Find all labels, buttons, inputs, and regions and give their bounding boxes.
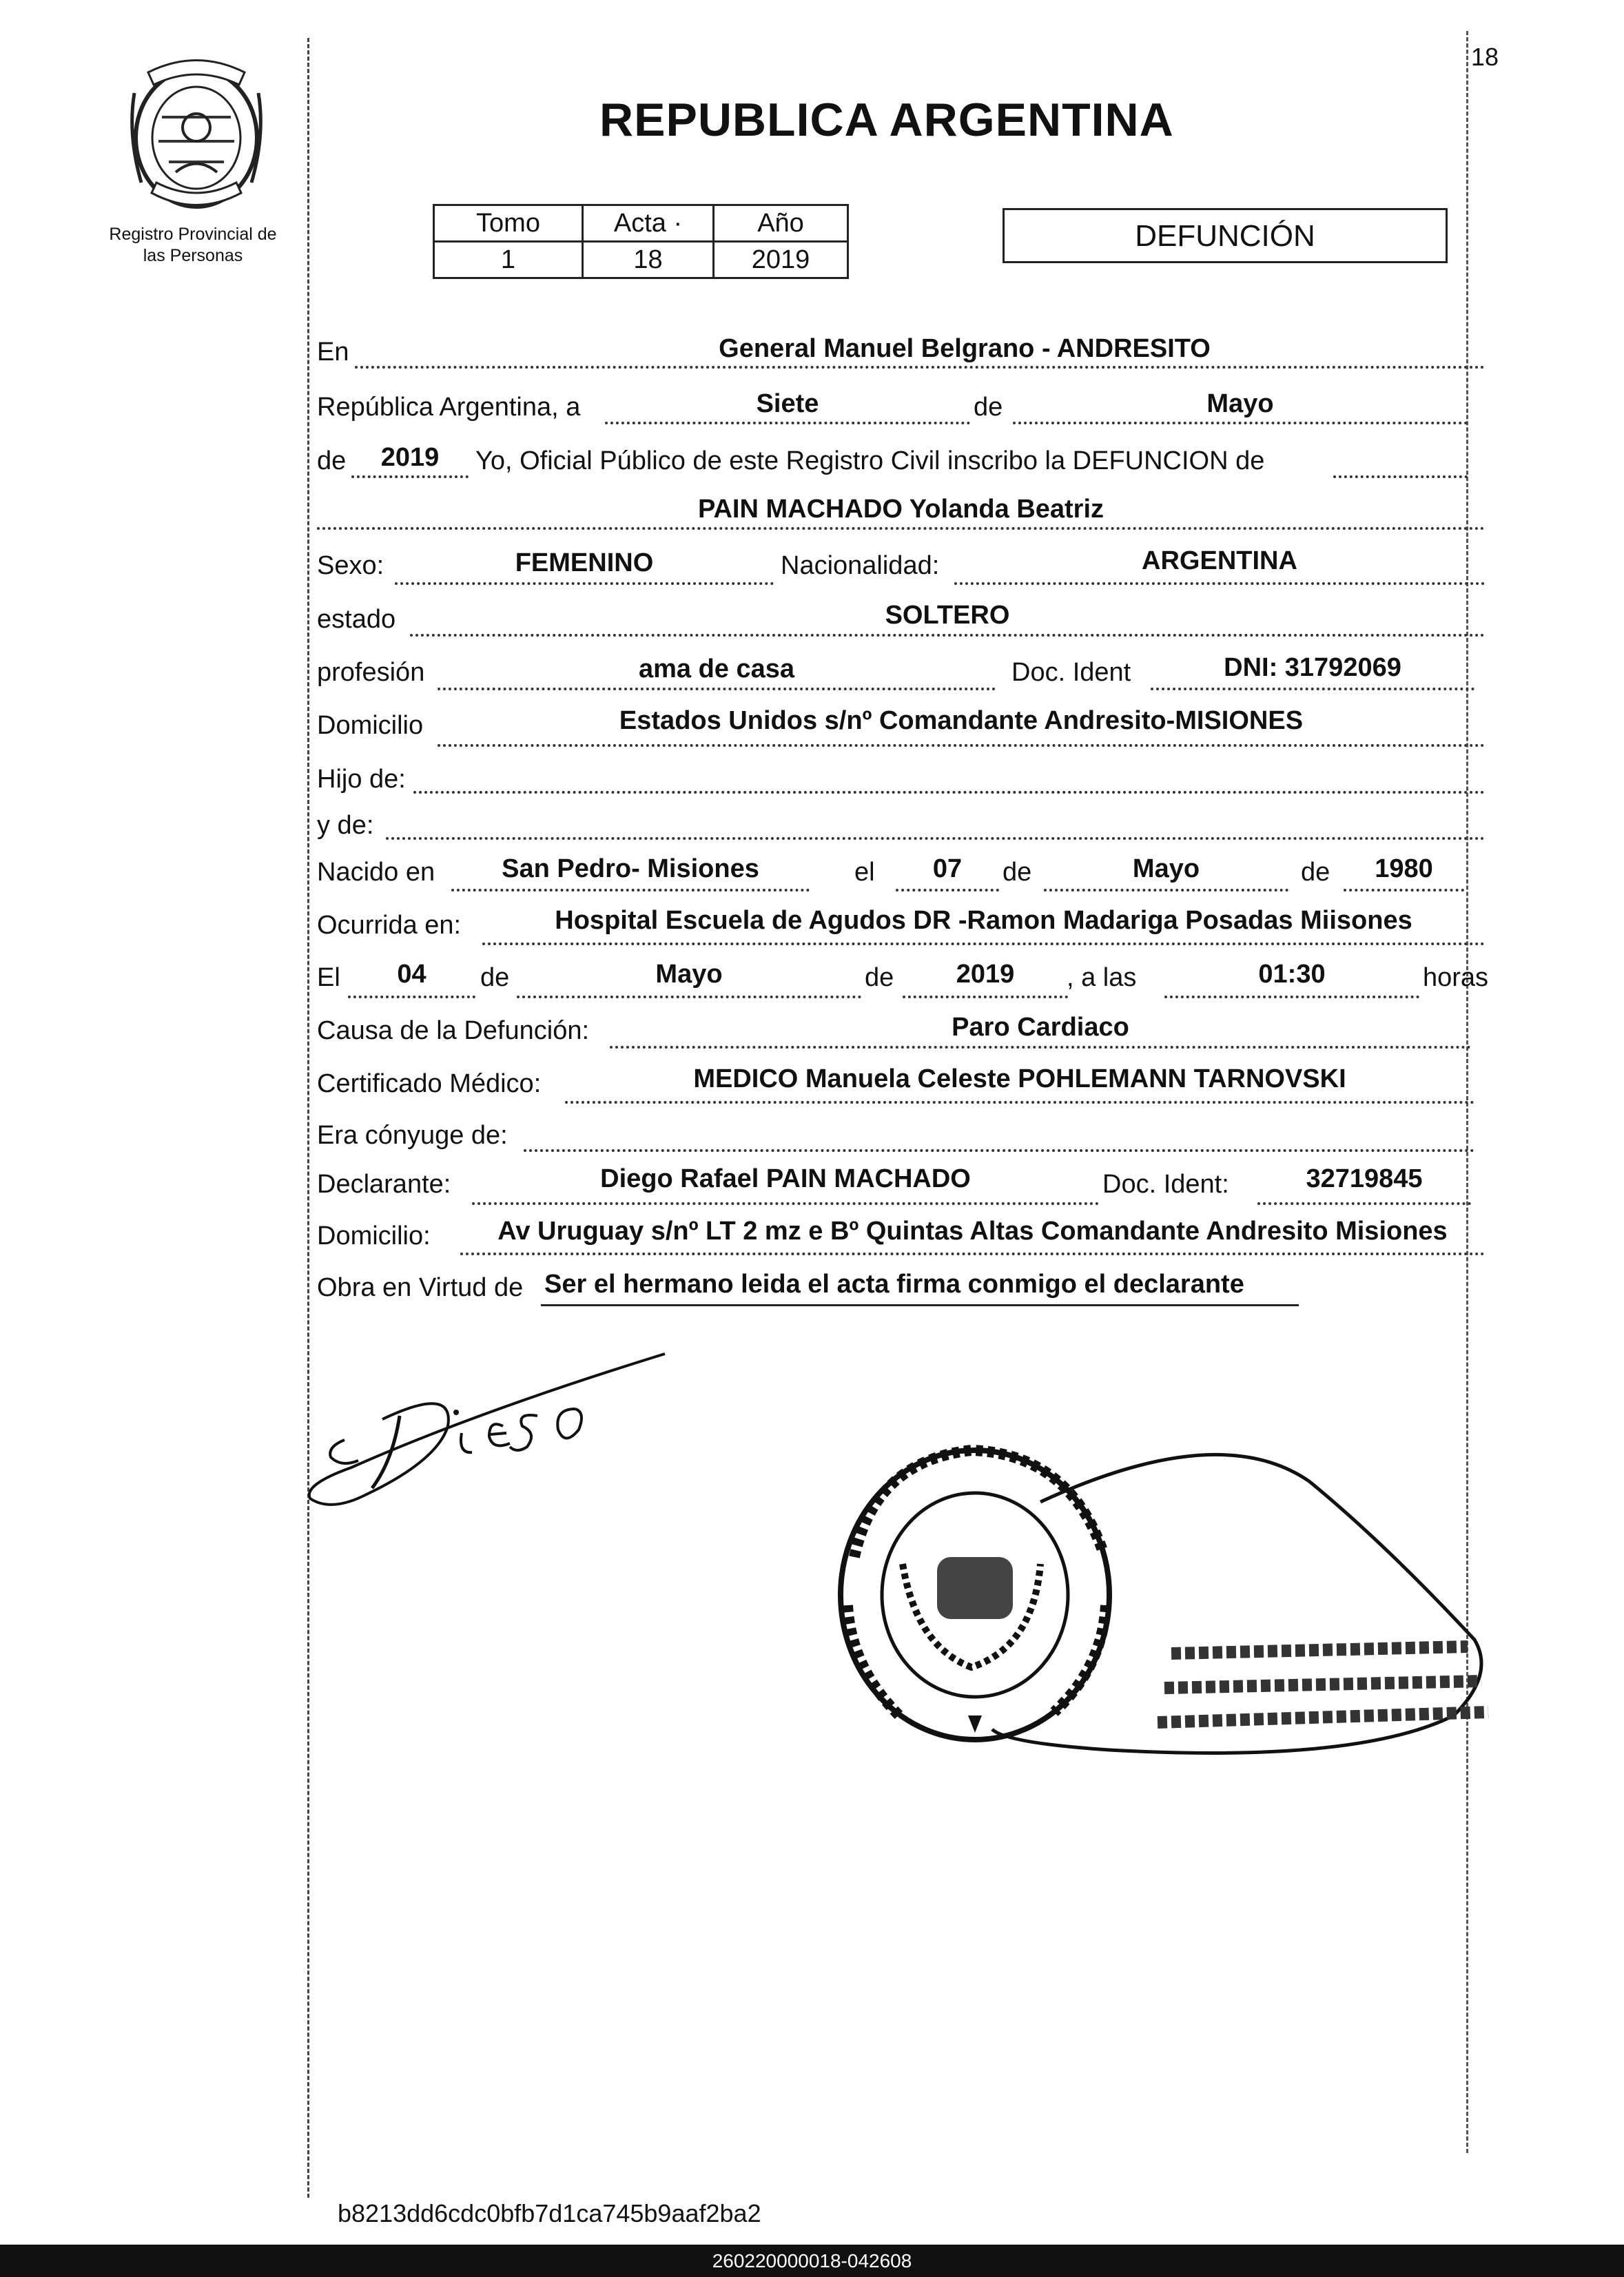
acta-value: 18 [583,242,714,278]
fecha-def-el: El [317,963,340,992]
nacido-year: 1980 [1375,854,1433,883]
fecha-def-de1: de [480,963,510,992]
certificado-label: Certificado Médico: [317,1069,542,1098]
fecha-def-year-line [903,996,1068,998]
fecha-day-line [605,422,970,424]
acta-header: Acta · [583,205,714,242]
ocurrida-label: Ocurrida en: [317,911,462,940]
nacido-de1: de [1003,858,1032,887]
inscription-text: Yo, Oficial Público de este Registro Civil inscribo la DEFUNCION de [475,446,1265,475]
fecha-day: Siete [756,389,819,418]
fecha-def-time: 01:30 [1258,960,1326,989]
anio-header: Año [714,205,848,242]
estado-value: SOLTERO [885,601,1010,630]
declarante-label: Declarante: [317,1170,451,1199]
estado-label: estado [317,605,396,634]
record-type-box: DEFUNCIÓN [1003,208,1448,263]
obra-underline [541,1304,1299,1306]
document-hash: b8213dd6cdc0bfb7d1ca745b9aaf2ba2 [338,2199,761,2227]
hijo-de-label: Hijo de: [317,765,406,794]
certificado-value: MEDICO Manuela Celeste POHLEMANN TARNOVSKI [693,1064,1346,1093]
obra-label: Obra en Virtud de [317,1273,524,1302]
obra-value: Ser el hermano leida el acta firma conmigo el declarante [544,1270,1244,1299]
causa-label: Causa de la Defunción: [317,1016,590,1045]
y-de-line [386,837,1485,840]
declarante-doc-value: 32719845 [1306,1164,1423,1193]
year-de: de [317,446,347,475]
nacionalidad-line [954,582,1485,585]
domicilio-line [438,744,1485,747]
ocurrida-line [482,942,1485,945]
declarant-signature [303,1343,689,1529]
domicilio2-line [460,1253,1485,1255]
sexo-line [395,582,774,585]
fecha-month-line [1013,422,1468,424]
nacido-month: Mayo [1132,854,1200,883]
fecha-def-de2: de [865,963,894,992]
fecha-def-year: 2019 [956,960,1015,989]
fecha-def-a-las: , a las [1067,963,1137,992]
document-title: REPUBLICA ARGENTINA [599,94,1174,146]
y-de-label: y de: [317,811,374,840]
tomo-header: Tomo [434,205,583,242]
causa-value: Paro Cardiaco [952,1013,1129,1042]
profesion-label: profesión [317,658,425,687]
nacido-year-line [1344,889,1464,892]
nacido-day: 07 [932,854,963,883]
profesion-line [438,688,996,690]
left-margin-line [307,38,311,2198]
nacido-place-line [451,889,810,892]
ocurrida-value: Hospital Escuela de Agudos DR -Ramon Madariga Posadas Miisones [555,906,1412,935]
nacido-el: el [854,858,875,887]
conyuge-label: Era cónyuge de: [317,1121,508,1150]
fecha-def-day-line [348,996,475,998]
name-line [317,527,1485,530]
fecha-def-horas: horas [1423,963,1489,992]
fecha-def-month: Mayo [655,960,723,989]
nacido-day-line [896,889,999,892]
causa-line [610,1046,1471,1049]
fecha-de: de [974,393,1003,422]
domicilio-value: Estados Unidos s/nº Comandante Andresito-MISIONES [619,706,1304,735]
nacido-label: Nacido en [317,858,435,887]
nacionalidad-label: Nacionalidad: [781,551,940,580]
hijo-de-line [413,791,1485,794]
misiones-crest-logo [121,52,272,217]
record-table [433,204,849,279]
page-number: 18 [1471,43,1499,71]
domicilio2-value: Av Uruguay s/nº LT 2 mz e Bº Quintas Altas Comandante Andresito Misiones [497,1217,1448,1246]
year-line [351,475,469,478]
en-value: General Manuel Belgrano - ANDRESITO [719,334,1211,363]
doc-label: Doc. Ident [1011,658,1131,687]
declarante-line [472,1202,1099,1205]
conyuge-line [524,1149,1474,1152]
inscription-tail-line [1333,475,1468,478]
fecha-label: República Argentina, a [317,393,581,422]
nacido-place: San Pedro- Misiones [502,854,759,883]
footer-code-bar: 260220000018-042608 [0,2245,1624,2277]
domicilio-label: Domicilio [317,711,424,740]
nacido-de2: de [1301,858,1330,887]
domicilio2-label: Domicilio: [317,1222,431,1250]
declarante-doc-label: Doc. Ident: [1102,1170,1229,1199]
fecha-def-time-line [1164,996,1419,998]
certificado-line [565,1101,1474,1104]
doc-line [1151,688,1474,690]
nacionalidad-value: ARGENTINA [1142,546,1297,575]
registry-name [90,224,296,267]
anio-value: 2019 [714,242,848,278]
tomo-value: 1 [434,242,583,278]
official-seal-stamp [834,1440,1495,1764]
estado-line [410,634,1485,637]
sexo-value: FEMENINO [515,548,654,577]
registry-name-line2: las Personas [143,246,243,265]
declarante-doc-line [1257,1202,1471,1205]
registry-name-line1: Registro Provincial de [109,225,277,244]
profesion-value: ama de casa [638,655,795,683]
deceased-name: PAIN MACHADO Yolanda Beatriz [697,495,1104,524]
declarante-value: Diego Rafael PAIN MACHADO [600,1164,971,1193]
doc-value: DNI: 31792069 [1224,653,1401,682]
fecha-def-day: 04 [397,960,426,989]
nacido-month-line [1044,889,1288,892]
fecha-month: Mayo [1206,389,1274,418]
inscription-year: 2019 [380,443,440,472]
fecha-def-month-line [517,996,861,998]
en-dotted-line [355,366,1485,369]
en-label: En [317,338,349,367]
sexo-label: Sexo: [317,551,384,580]
